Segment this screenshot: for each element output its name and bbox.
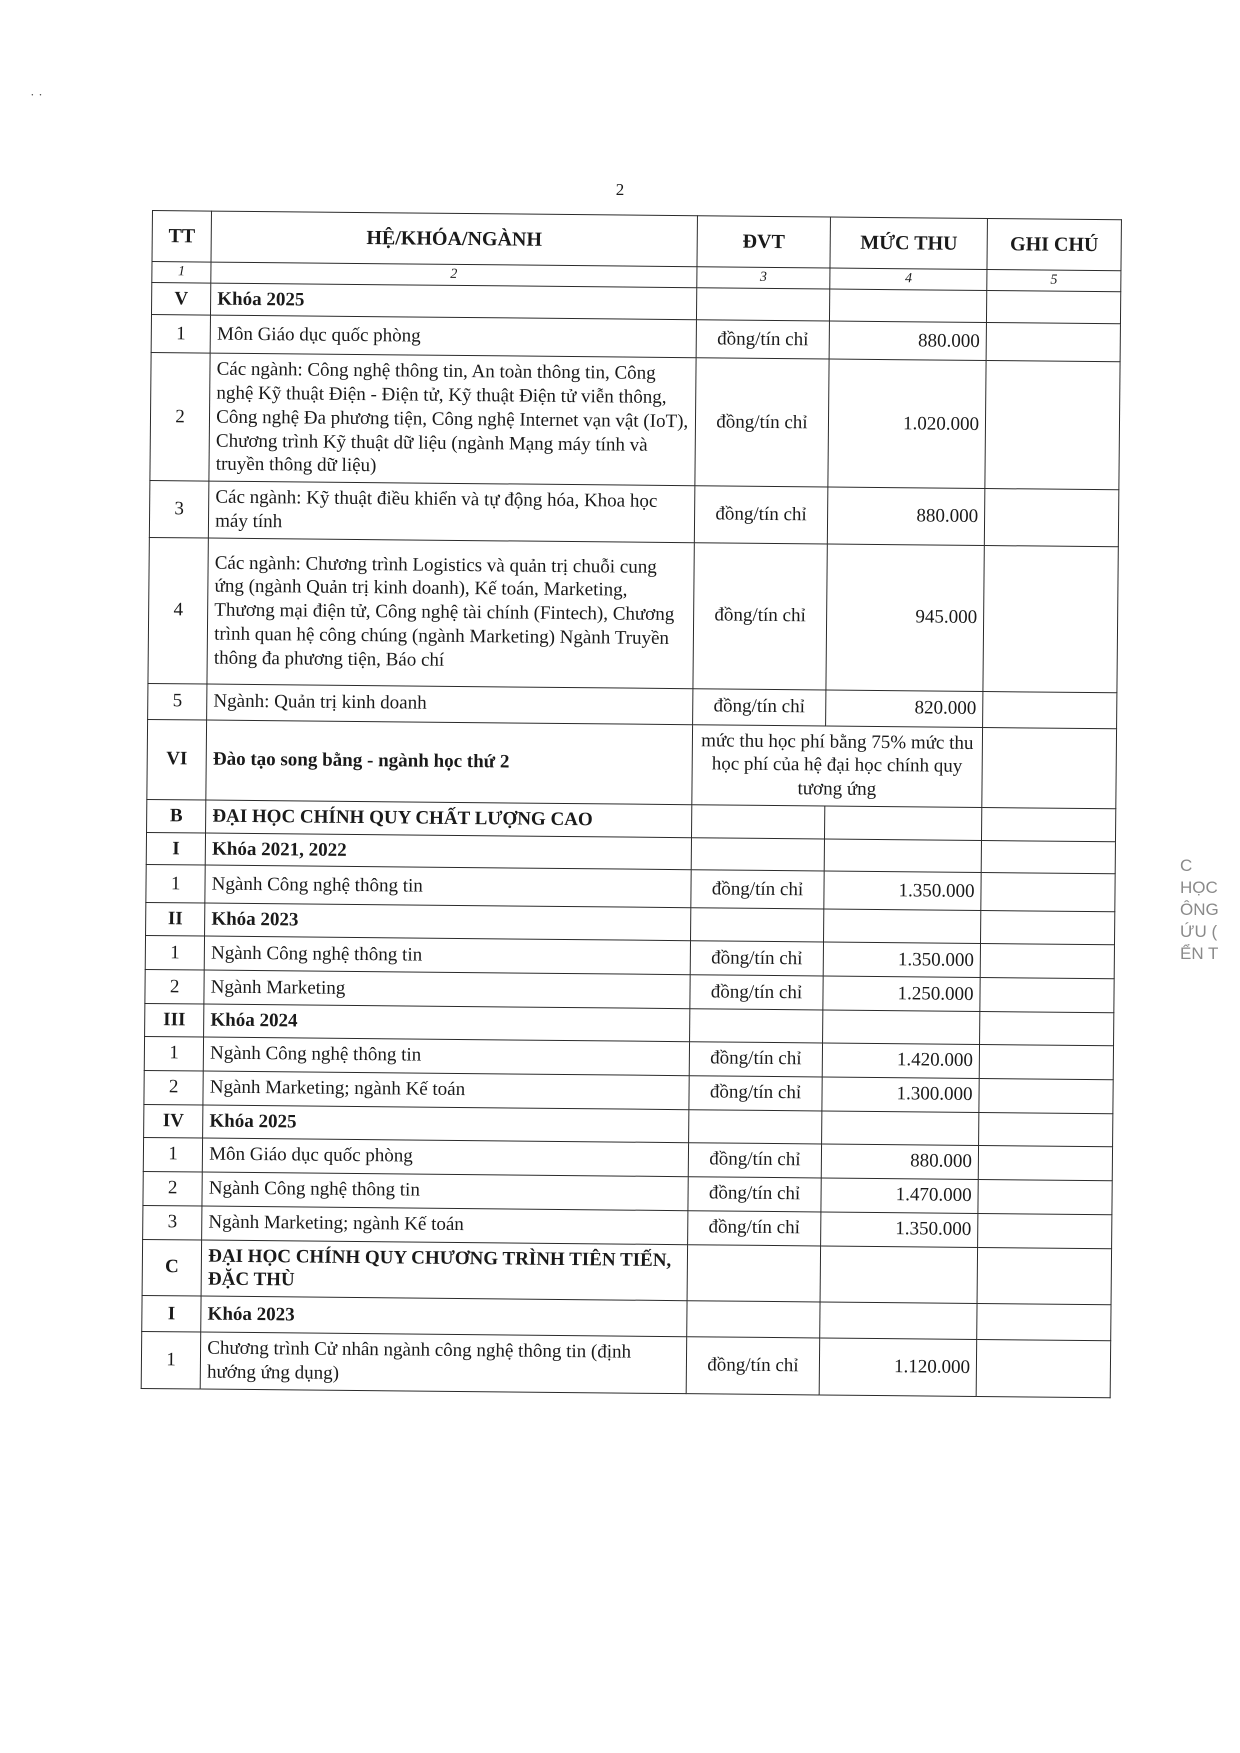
row-note (978, 1179, 1112, 1214)
row-name: Ngành Marketing; ngành Kế toán (202, 1206, 688, 1245)
stamp-text: C (1180, 856, 1193, 875)
row-unit: đồng/tín chỉ (696, 320, 830, 359)
row-fee (820, 1245, 977, 1303)
column-index: 3 (696, 267, 830, 289)
row-fee: 1.350.000 (821, 1211, 978, 1247)
table-header-row (152, 211, 1121, 271)
row-name: Khóa 2024 (204, 1004, 690, 1041)
row-unit (687, 1244, 821, 1302)
row-name: ĐẠI HỌC CHÍNH QUY CHƯƠNG TRÌNH TIÊN TIẾN, ĐẶC THÙ (201, 1240, 687, 1301)
row-fee: 1.300.000 (822, 1077, 979, 1113)
row-fee: 1.420.000 (823, 1043, 980, 1079)
row-fee: 820.000 (826, 689, 983, 727)
row-name: Môn Giáo dục quốc phòng (210, 315, 696, 358)
row-name: Ngành Công nghệ thông tin (204, 936, 690, 975)
row-note (976, 1339, 1110, 1397)
tuition-fee-table (141, 210, 1122, 1398)
row-fee: 1.020.000 (828, 359, 986, 488)
row-name: Khóa 2021, 2022 (205, 833, 691, 870)
row-tt: C (142, 1239, 202, 1296)
row-note (985, 361, 1120, 490)
row-tt: 1 (143, 1137, 203, 1172)
row-note (979, 1044, 1113, 1079)
row-merged-note: mức thu học phí bằng 75% mức thu học phí của hệ đại học chính quy tương ứng (691, 724, 982, 807)
header-name: HỆ/KHÓA/NGÀNH (211, 211, 697, 267)
row-tt: 3 (149, 480, 209, 537)
page-number: 2 (615, 180, 625, 199)
row-tt: 2 (143, 1171, 203, 1206)
row-unit: đồng/tín chỉ (689, 1041, 823, 1076)
row-fee (825, 838, 982, 872)
row-unit: đồng/tín chỉ (694, 486, 828, 544)
row-name: Chương trình Cử nhân ngành công nghệ thông tin (định hướng ứng dụng) (200, 1332, 686, 1393)
row-tt: 2 (144, 1070, 204, 1105)
row-name: Đào tạo song bằng - ngành học thứ 2 (206, 720, 692, 805)
row-note (977, 1303, 1111, 1340)
row-name: Ngành: Quản trị kinh doanh (207, 684, 693, 725)
stamp-text: ỂN T (1180, 944, 1219, 963)
row-note (977, 1247, 1111, 1305)
header-note: GHI CHÚ (987, 219, 1121, 271)
row-tt: V (151, 282, 210, 315)
row-name: Các ngành: Chương trình Logistics và quản trị chuỗi cung ứng (ngành Quản trị kinh doanh), Kế toán, Marketing, Thương mại điện tử, Công nghệ tài chính (Fintech), Chương trình quan hệ công chúng (ngành Marketing) Ngành Truyền thông đa phương tiện, Báo chí (207, 538, 694, 689)
row-fee (820, 1302, 977, 1340)
row-fee (824, 909, 981, 943)
row-name: Ngành Công nghệ thông tin (202, 1172, 688, 1211)
row-fee (823, 1010, 980, 1044)
row-tt: B (147, 799, 206, 832)
row-tt: IV (144, 1104, 203, 1137)
row-tt: I (146, 832, 205, 865)
header-unit: ĐVT (697, 216, 831, 268)
row-unit (686, 1301, 820, 1338)
column-index: 5 (987, 270, 1121, 292)
row-unit: đồng/tín chỉ (687, 1210, 821, 1245)
row-note (981, 873, 1115, 912)
row-tt: 1 (144, 1036, 204, 1071)
row-unit (690, 908, 824, 942)
row-name: Khóa 2025 (203, 1105, 689, 1142)
column-index: 2 (211, 262, 697, 287)
row-unit: đồng/tín chỉ (689, 1075, 823, 1110)
row-note (982, 727, 1117, 809)
row-note (980, 943, 1114, 978)
table-row (148, 537, 1118, 692)
row-tt: III (145, 1003, 204, 1036)
row-note (979, 1112, 1113, 1146)
row-fee: 1.350.000 (824, 871, 981, 911)
row-name: Môn Giáo dục quốc phòng (202, 1138, 688, 1177)
row-tt: II (146, 903, 205, 936)
row-name: Các ngành: Công nghệ thông tin, An toàn thông tin, Công nghệ Kỹ thuật Điện - Điện tử, Kỹ thuật Điện tử viễn thông, Công nghệ Đa phương tiện, Công nghệ Internet vạn vật (IoT), Chương trình Kỹ thuật dữ liệu (ngành Mạng máy tính và truyền thông dữ liệu) (209, 353, 696, 485)
row-note (982, 807, 1116, 841)
row-note (978, 1213, 1112, 1248)
row-tt: VI (147, 719, 207, 800)
seal-stamp-fragment (1180, 855, 1240, 1075)
row-note (981, 840, 1115, 874)
row-name: Khóa 2023 (201, 1296, 687, 1337)
row-tt: I (142, 1295, 202, 1332)
row-fee: 1.250.000 (823, 976, 980, 1012)
stamp-text: ỨU ( (1180, 922, 1218, 941)
row-tt: 4 (148, 537, 209, 684)
row-unit: đồng/tín chỉ (690, 941, 824, 976)
row-unit: đồng/tín chỉ (693, 542, 828, 689)
row-unit: đồng/tín chỉ (688, 1176, 822, 1211)
header-fee: MỨC THU (830, 217, 987, 270)
column-index: 4 (830, 268, 987, 290)
row-name: Ngành Công nghệ thông tin (203, 1037, 689, 1076)
row-tt: 1 (146, 865, 206, 904)
row-fee: 1.120.000 (820, 1338, 977, 1396)
row-name: Ngành Marketing; ngành Kế toán (203, 1071, 689, 1110)
row-fee (830, 289, 987, 323)
row-fee: 880.000 (828, 487, 985, 545)
row-fee: 880.000 (822, 1143, 979, 1179)
row-name: Ngành Công nghệ thông tin (205, 865, 691, 908)
row-note (980, 1011, 1114, 1045)
stamp-text: HỌC (1180, 878, 1218, 897)
row-name: Các ngành: Kỹ thuật điều khiển và tự động hóa, Khoa học máy tính (209, 481, 695, 542)
row-name: ĐẠI HỌC CHÍNH QUY CHẤT LƯỢNG CAO (206, 800, 692, 837)
row-unit: đồng/tín chỉ (690, 870, 824, 909)
row-unit (691, 804, 825, 838)
row-note (986, 323, 1120, 362)
row-tt: 1 (141, 1331, 201, 1388)
row-name: Ngành Marketing (204, 970, 690, 1009)
scan-speck: ˙ ˙ (30, 92, 43, 107)
row-unit (689, 1009, 823, 1043)
row-note (984, 489, 1118, 547)
row-unit (691, 837, 825, 871)
table-row (149, 480, 1118, 546)
row-tt: 2 (150, 353, 210, 481)
row-note (979, 1078, 1113, 1113)
row-fee: 945.000 (826, 544, 984, 691)
row-tt: 2 (145, 969, 205, 1004)
row-unit: đồng/tín chỉ (695, 358, 830, 487)
stamp-text: ÔNG (1180, 900, 1219, 919)
row-tt: 1 (145, 935, 205, 970)
row-name: Khóa 2023 (205, 903, 691, 940)
row-unit: đồng/tín chỉ (686, 1337, 820, 1395)
row-unit: đồng/tín chỉ (692, 688, 826, 725)
row-note (978, 1145, 1112, 1180)
column-index: 1 (152, 262, 211, 283)
row-fee (825, 806, 982, 840)
row-note (980, 977, 1114, 1012)
table-row (147, 719, 1117, 809)
row-note (987, 290, 1121, 324)
row-tt: 1 (151, 315, 211, 354)
row-tt: 3 (143, 1205, 203, 1240)
header-tt: TT (152, 211, 212, 263)
fee-table-body (141, 282, 1121, 1397)
row-note (983, 545, 1118, 692)
table-row (142, 1239, 1111, 1305)
row-fee: 1.350.000 (824, 942, 981, 978)
row-fee: 880.000 (829, 321, 986, 361)
row-note (983, 691, 1117, 728)
row-fee: 1.470.000 (821, 1177, 978, 1213)
row-unit: đồng/tín chỉ (690, 975, 824, 1010)
row-tt: 5 (148, 683, 208, 720)
row-fee (822, 1111, 979, 1145)
row-unit (696, 287, 830, 321)
row-unit (688, 1109, 822, 1143)
row-name: Khóa 2025 (211, 283, 697, 320)
table-row (150, 353, 1120, 490)
row-note (981, 911, 1115, 945)
table-row (141, 1331, 1110, 1397)
row-unit: đồng/tín chỉ (688, 1142, 822, 1177)
